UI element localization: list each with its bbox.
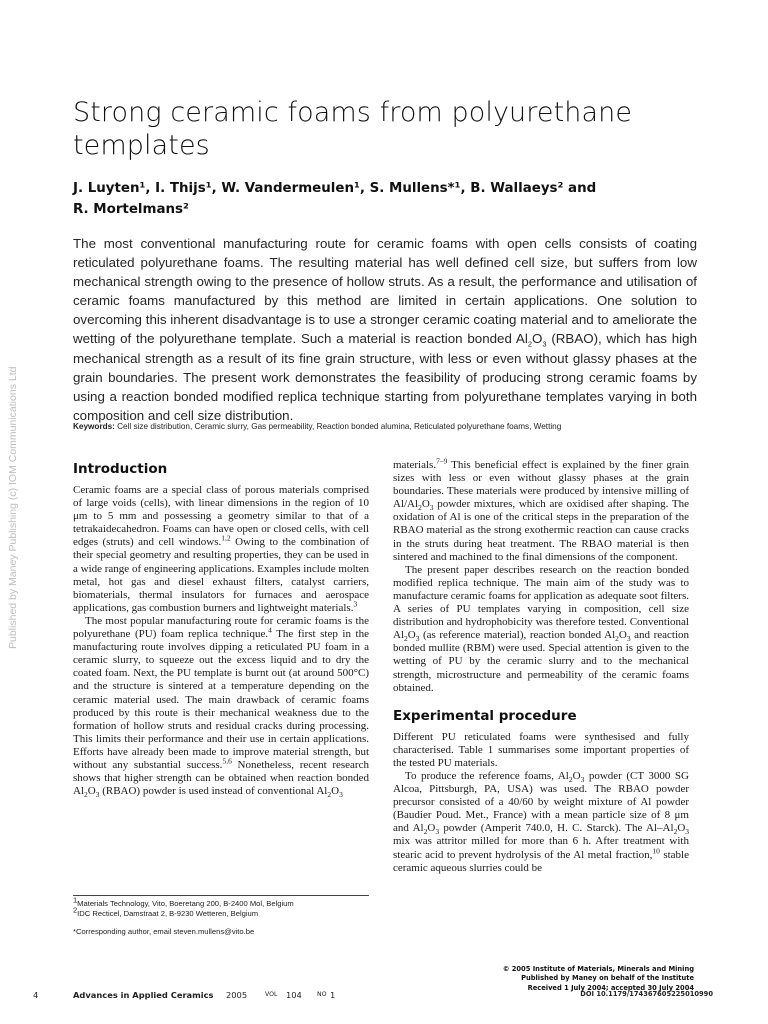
- subscript: 3: [542, 340, 547, 350]
- abstract: [73, 234, 701, 425]
- text-run: O: [427, 822, 436, 835]
- footnotes: [73, 895, 369, 937]
- text-run: This beneficial effect is explained by the finer grain sizes with less or even without glassy phases at the grain boundaries. These materials were produced by intensive milling of Al/Al: [393, 459, 689, 511]
- footnote-divider: [73, 895, 369, 896]
- subscript: 3: [429, 503, 434, 513]
- subscript: 2: [673, 827, 678, 837]
- subscript: 3: [580, 775, 585, 785]
- abstract-part: (RBAO), which has high mechanical strength as a result of its fine grain structure, with less or even without glassy phases at the grain boundaries. The present work demonstrates the feasibility of producing strong ceramic foams by using a reaction bonded modified replica technique starting from polyurethane templates varying in both composition and cell size distribution.: [73, 331, 701, 423]
- copyright-line: © 2005 Institute of Materials, Minerals and Mining: [502, 965, 694, 973]
- doi: DOI 10.1179/174367605225010990: [580, 990, 713, 998]
- affiliation-2: [73, 905, 369, 919]
- received-line: Received 1 July 2004; accepted 30 July 2004: [527, 983, 694, 992]
- publisher-side-note: Published by Maney Publishing (c) IOM Communications Ltd: [7, 366, 19, 649]
- text-run: O: [677, 822, 686, 835]
- subscript: 2: [418, 503, 422, 513]
- citation: 5,6: [222, 756, 232, 766]
- introduction-paragraph-2: [73, 615, 369, 798]
- keywords-label: Keywords:: [73, 422, 115, 431]
- text-run: and reaction bonded mullite (RBM) were used. Special attention is given to the wetting of PU by the ceramic slurry and to the mechanical strength, microstructure and permeability of the ceramic foams obtained.: [393, 629, 689, 694]
- right-paragraph-3: Different PU reticulated foams were synthesised and fully characterised. Table 1 summarises some important properties of the tested PU materials.: [393, 730, 689, 769]
- issue-number: 1: [330, 990, 336, 1000]
- text-run: O: [331, 785, 340, 798]
- text-run: stable ceramic aqueous slurries could be: [393, 848, 689, 874]
- footnote-marker: 1: [73, 895, 78, 905]
- abstract-part: The most conventional manufacturing route for ceramic foams with open cells consists of coating reticulated polyurethane foams. The resulting material has well defined cell size, but suffers from low mechanical strength owing to the presence of hollow struts. As a result, the performance and utilisation of ceramic foams manufactured by this method are limited in certain applications. One solution to overcoming this inherent disadvantage is to use a stronger ceramic coating material and to ameliorate the wetting of the polyurethane template. Such a material is reaction bonded Al: [73, 236, 701, 347]
- keywords-text: Cell size distribution, Ceramic slurry, Gas permeability, Reaction bonded alumina, Reticulated polyurethane foams, Wetting: [114, 422, 562, 431]
- subscript: 2: [404, 634, 408, 644]
- experimental-procedure-heading: Experimental procedure: [393, 707, 577, 724]
- journal-year: 2005: [226, 990, 248, 1000]
- text-run: materials.: [393, 459, 437, 471]
- right-paragraph-4: [393, 770, 689, 875]
- author-list: [73, 179, 713, 220]
- journal-name: Advances in Applied Ceramics: [73, 990, 214, 1000]
- citation: 4: [268, 625, 272, 635]
- subscript: 2: [423, 827, 428, 837]
- introduction-heading: Introduction: [73, 461, 168, 477]
- left-column: [73, 460, 369, 798]
- text-run: Owing to the combination of their special geometry and resulting properties, they can be used in a wide range of engineering applications. Examples include molten metal, hot gas and diesel exhaust filters, catalyst carriers, biomaterials, thermal insulators for furnaces and aerospace applications, gas combustion burners and lightweight materials.: [73, 536, 369, 614]
- volume-number: 104: [286, 990, 302, 1000]
- subscript: 3: [685, 827, 690, 837]
- subscript: 3: [415, 634, 420, 644]
- text-run: O: [421, 498, 430, 511]
- text-run: O: [618, 629, 627, 642]
- subscript: 3: [626, 634, 631, 644]
- citation: 10: [652, 845, 660, 855]
- introduction-paragraph-1: [73, 484, 369, 615]
- text-run: O: [87, 785, 96, 798]
- text-run: powder (Amperit 740.0, H. C. Starck). The Al–Al: [439, 822, 674, 835]
- text-run: Ceramic foams are a special class of porous materials comprised of large voids (cells), with linear dimensions in the region of 10 μm to 5 mm and possessing a geometry similar to that of a tetrakaidecahedron. Foams can have open or closed cells, with cell edges (struts) and cell windows.: [73, 484, 369, 549]
- author-line-1: J. Luyten¹, I. Thijs¹, W. Vandermeulen¹, S. Mullens*¹, B. Wallaeys² and: [73, 181, 597, 196]
- corresponding-author: *Corresponding author, email steven.mullens@vito.be: [73, 926, 255, 936]
- subscript: 3: [435, 827, 440, 837]
- citation: 1,2: [221, 533, 231, 543]
- text-run: To produce the reference foams, Al: [405, 769, 569, 782]
- footnote-marker: 2: [73, 905, 78, 915]
- publisher-line: Published by Maney on behalf of the Institute: [521, 974, 694, 983]
- subscript: 2: [527, 340, 532, 350]
- right-column: [393, 456, 690, 875]
- issue-label: NO: [317, 991, 327, 998]
- author-line-2: R. Mortelmans²: [73, 201, 189, 217]
- text-run: O: [407, 629, 416, 642]
- right-paragraph-1: [393, 456, 689, 564]
- text-run: mix was attritor milled for more than 6 h. After treatment with stearic acid to prevent hydrolysis of the Al metal fraction,: [393, 835, 689, 861]
- volume-label: VOL: [265, 991, 278, 998]
- subscript: 2: [327, 790, 332, 800]
- citation: 3: [353, 599, 358, 609]
- abstract-part: O: [531, 331, 543, 347]
- page-footer: [33, 990, 713, 1004]
- keywords: [73, 421, 697, 432]
- subscript: 3: [95, 790, 100, 800]
- text-run: The present paper describes research on the reaction bonded modified replica technique. The main aim of the study was to manufacture ceramic foams for application as adequate soot filters. A series of PU templates varying in composition, cell size distribution and hydrophobicity was therefore tested. Conventional Al: [393, 563, 689, 642]
- text-run: O: [572, 769, 581, 782]
- subscript: 3: [339, 790, 343, 800]
- text-run: powder mixtures, which are oxidised after shaping. The oxidation of Al is one of the critical steps in the preparation of the RBAO material as the strong exothermic reaction can cause cracks in the struts during heat treatment. The RBAO material is then sintered and machined to the final dimensions of the component.: [393, 498, 689, 563]
- article-title: Strong ceramic foams from polyurethane templates: [73, 97, 633, 161]
- subscript: 2: [84, 790, 88, 800]
- affiliation-text: Materials Technology, Vito, Boeretang 200, B-2400 Mol, Belgium: [77, 899, 294, 908]
- copyright-block: [394, 965, 694, 993]
- citation: 7–9: [436, 456, 448, 466]
- text-run: Nonetheless, recent research shows that higher strength can be obtained when reaction bonded Al: [73, 758, 369, 798]
- text-run: The first step in the manufacturing route involves dipping a reticulated PU foam in a ceramic slurry, to squeeze out the excess liquid and to dry the coated foam. Next, the PU template is burnt out (at around 500°C) and the structure is sintered at a temperature depending on the ceramic material used. The main drawback of ceramic foams produced by this route is their mechanical weakness due to the formation of hollow struts and residual cracks during processing. This limits their performance and their use in certain applications. Efforts have already been made to improve material strength, but without any substantial success.: [73, 628, 369, 771]
- subscript: 2: [615, 634, 619, 644]
- text-run: (RBAO) powder is used instead of conventional Al: [99, 785, 328, 798]
- affiliation-1: [73, 895, 369, 909]
- text-run: The most popular manufacturing route for ceramic foams is the polyurethane (PU) foam replica technique.: [73, 614, 369, 641]
- page-number: 4: [33, 990, 39, 1000]
- text-run: (as reference material), reaction bonded Al: [419, 629, 616, 642]
- right-paragraph-2: [393, 564, 689, 695]
- text-run: powder (CT 3000 SG Alcoa, Pittsburgh, PA, USA) was used. The RBAO powder precursor consisted of a 40/60 by weight mixture of Al powder (Baudier Poud. Met., France) with a mean particle size of 8 μm and Al: [393, 769, 689, 835]
- affiliation-text: IDC Recticel, Damstraat 2, B-9230 Wetteren, Belgium: [77, 909, 259, 919]
- subscript: 2: [568, 775, 573, 785]
- abstract-text: [73, 234, 701, 425]
